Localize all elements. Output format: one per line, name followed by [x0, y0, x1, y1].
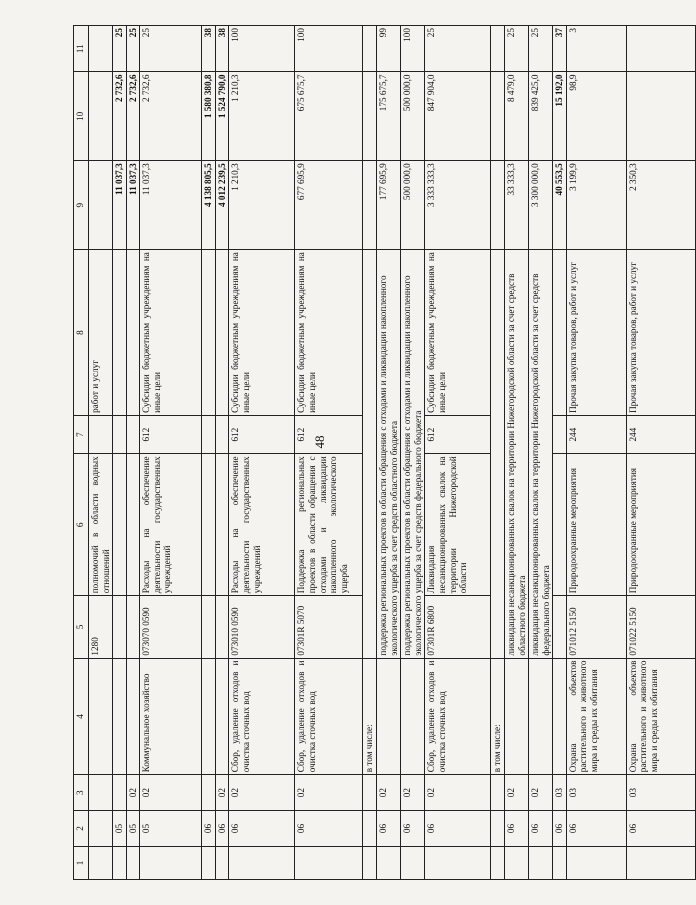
- cell-c9: 4 138 805,5: [202, 161, 216, 250]
- table-row: [626, 26, 695, 880]
- table-body: [74, 26, 696, 880]
- cell-c4: Сбор, удаление отходов и очистка сточных вод: [425, 658, 491, 775]
- header-cell: 1: [74, 846, 89, 879]
- cell-c11: 99: [377, 26, 401, 72]
- header-cell: 5: [74, 596, 89, 658]
- cell-c6: Природоохранные мероприятия: [566, 454, 626, 596]
- cell-c7: [113, 415, 127, 453]
- cell-c5: [215, 596, 229, 658]
- cell-c10: [363, 72, 377, 161]
- header-cell: 8: [74, 250, 89, 416]
- table-row: [401, 26, 425, 880]
- cell-c11: 100: [229, 26, 295, 72]
- cell-c8: Прочая закупка товаров, работ и услуг: [566, 250, 626, 416]
- cell-c10: 847 904,0: [425, 72, 491, 161]
- cell-c9: 3 333 333,3: [425, 161, 491, 250]
- header-cell: 7: [74, 415, 89, 453]
- cell-span: поддержка региональных проектов в области обращения с отходами и ликвидации накопленного экологического ущерба за счет средств федерального бюджета: [401, 250, 425, 658]
- cell-c8: [202, 250, 216, 416]
- cell-c4: [113, 658, 127, 775]
- cell-c8: Субсидии бюджетным учреждениям на иные цели: [229, 250, 295, 416]
- cell-c4: [89, 658, 113, 775]
- cell-c7: [126, 415, 140, 453]
- cell-c9: [363, 161, 377, 250]
- cell-c7: 612: [229, 415, 295, 453]
- cell-c4: [401, 658, 425, 775]
- cell-c9: 11 037,3: [113, 161, 127, 250]
- cell-c9: 1 210,3: [229, 161, 295, 250]
- cell-c11: 3: [566, 26, 626, 72]
- cell-c11: [626, 26, 695, 72]
- cell-c5: 073070 0590: [140, 596, 202, 658]
- cell-c11: 100: [295, 26, 363, 72]
- cell-c3: 02: [504, 775, 528, 811]
- cell-c4: [529, 658, 553, 775]
- cell-c8: работ и услуг: [89, 250, 113, 416]
- cell-c10: 175 675,7: [377, 72, 401, 161]
- table-row: [363, 26, 377, 880]
- cell-c7: 244: [626, 415, 695, 453]
- cell-c9: [491, 161, 505, 250]
- header-cell: 11: [74, 26, 89, 72]
- table-row: [140, 26, 202, 880]
- cell-c11: 25: [529, 26, 553, 72]
- cell-c9: 33 333,3: [504, 161, 528, 250]
- cell-c11: 25: [113, 26, 127, 72]
- table-row: [377, 26, 401, 880]
- cell-span: поддержка региональных проектов в области обращения с отходами и ликвидации накопленного экологического ущерба за счет средств областного бюджета: [377, 250, 401, 658]
- cell-c10: 8 479,0: [504, 72, 528, 161]
- cell-span: [491, 250, 505, 658]
- cell-blank: [626, 846, 695, 879]
- cell-c2: 06: [229, 811, 295, 847]
- cell-c9: 3 199,9: [566, 161, 626, 250]
- cell-span: ликвидация несанкционированных свалок на территории Нижегородской области за счет средств федерального бюджета: [529, 250, 553, 658]
- cell-c10: 98,9: [566, 72, 626, 161]
- cell-c9: 40 553,5: [553, 161, 567, 250]
- cell-blank: [377, 846, 401, 879]
- cell-c11: 100: [401, 26, 425, 72]
- cell-c4: [553, 658, 567, 775]
- table-row: [566, 26, 626, 880]
- cell-c2: 06: [377, 811, 401, 847]
- cell-blank: [529, 846, 553, 879]
- cell-blank: [202, 846, 216, 879]
- cell-c2: 05: [140, 811, 202, 847]
- cell-c8: Субсидии бюджетным учреждениям на иные цели: [425, 250, 491, 416]
- cell-blank: [140, 846, 202, 879]
- cell-c10: 2 732,6: [126, 72, 140, 161]
- cell-c9: 500 000,0: [401, 161, 425, 250]
- cell-blank: [553, 846, 567, 879]
- cell-c11: 25: [504, 26, 528, 72]
- cell-c10: [491, 72, 505, 161]
- cell-c3: [363, 775, 377, 811]
- cell-c9: 677 695,9: [295, 161, 363, 250]
- cell-c2: 06: [401, 811, 425, 847]
- cell-c6: [202, 454, 216, 596]
- cell-blank: [215, 846, 229, 879]
- cell-blank: [229, 846, 295, 879]
- cell-c7: 244: [566, 415, 626, 453]
- cell-c8: Субсидии бюджетным учреждениям на иные цели: [295, 250, 363, 416]
- cell-blank: [566, 846, 626, 879]
- cell-c5: 07301R 6800: [425, 596, 491, 658]
- cell-c4: Охрана объектов растительного и животного мира и среды их обитания: [566, 658, 626, 775]
- header-cell: 6: [74, 454, 89, 596]
- cell-blank: [401, 846, 425, 879]
- cell-c4: в том числе:: [491, 658, 505, 775]
- cell-c4: [126, 658, 140, 775]
- header-cell: 10: [74, 72, 89, 161]
- cell-c5: 07301R 5070: [295, 596, 363, 658]
- cell-c11: 38: [202, 26, 216, 72]
- header-cell: 4: [74, 658, 89, 775]
- cell-c3: 02: [377, 775, 401, 811]
- cell-c3: [89, 775, 113, 811]
- cell-c6: Природоохранные мероприятия: [626, 454, 695, 596]
- cell-blank: [425, 846, 491, 879]
- cell-c10: 1 580 380,8: [202, 72, 216, 161]
- cell-c10: 675 675,7: [295, 72, 363, 161]
- cell-c11: [491, 26, 505, 72]
- cell-c6: Ликвидация несанкционированных свалок на территории Нижегородской области: [425, 454, 491, 596]
- cell-c9: [89, 161, 113, 250]
- cell-c7: [553, 415, 567, 453]
- cell-c2: [491, 811, 505, 847]
- cell-blank: [126, 846, 140, 879]
- cell-c9: 4 012 239,5: [215, 161, 229, 250]
- cell-c6: [126, 454, 140, 596]
- cell-c5: 071022 5150: [626, 596, 695, 658]
- cell-c6: Поддержка региональных проектов в области обращения с отходами и ликвидации накопленного экологического ущерба: [295, 454, 363, 596]
- cell-c6: полномочий в области водных отношений: [89, 454, 113, 596]
- cell-c2: 06: [529, 811, 553, 847]
- cell-c3: 03: [566, 775, 626, 811]
- cell-c9: 11 037,3: [126, 161, 140, 250]
- cell-c10: 1 210,3: [229, 72, 295, 161]
- cell-c5: [113, 596, 127, 658]
- cell-c3: 02: [295, 775, 363, 811]
- cell-c2: [363, 811, 377, 847]
- cell-c10: 2 732,6: [113, 72, 127, 161]
- header-row: [74, 26, 89, 880]
- cell-c11: 37: [553, 26, 567, 72]
- cell-c3: 02: [401, 775, 425, 811]
- cell-c6: Расходы на обеспечение деятельности государственных учреждений: [229, 454, 295, 596]
- cell-c4: Сбор, удаление отходов и очистка сточных вод: [295, 658, 363, 775]
- cell-c4: [215, 658, 229, 775]
- cell-c5: [202, 596, 216, 658]
- cell-c2: [89, 811, 113, 847]
- table-row: [215, 26, 229, 880]
- cell-c2: 06: [504, 811, 528, 847]
- cell-c9: 11 037,3: [140, 161, 202, 250]
- cell-c9: 177 695,9: [377, 161, 401, 250]
- cell-c2: 05: [113, 811, 127, 847]
- cell-span: [363, 250, 377, 658]
- cell-c3: 03: [553, 775, 567, 811]
- cell-c2: 06: [553, 811, 567, 847]
- cell-blank: [113, 846, 127, 879]
- cell-c2: 05: [126, 811, 140, 847]
- table-row: [425, 26, 491, 880]
- cell-blank: [295, 846, 363, 879]
- cell-c11: [363, 26, 377, 72]
- cell-c2: 06: [626, 811, 695, 847]
- cell-c3: 03: [626, 775, 695, 811]
- cell-c10: 839 425,0: [529, 72, 553, 161]
- table-row: [504, 26, 528, 880]
- cell-blank: [89, 846, 113, 879]
- cell-c4: Охрана объектов растительного и животного мира и среды их обитания: [626, 658, 695, 775]
- cell-c4: Коммунальное хозяйство: [140, 658, 202, 775]
- cell-c2: 06: [295, 811, 363, 847]
- cell-c7: 612: [140, 415, 202, 453]
- cell-c6: [215, 454, 229, 596]
- table-row: [295, 26, 363, 880]
- cell-c8: [126, 250, 140, 416]
- cell-c3: 02: [215, 775, 229, 811]
- header-cell: 9: [74, 161, 89, 250]
- rotated-table-container: [73, 25, 659, 880]
- cell-c6: Расходы на обеспечение деятельности государственных учреждений: [140, 454, 202, 596]
- cell-c10: 2 732,6: [140, 72, 202, 161]
- header-cell: 3: [74, 775, 89, 811]
- cell-blank: [363, 846, 377, 879]
- cell-c2: 06: [566, 811, 626, 847]
- cell-c10: 500 000,0: [401, 72, 425, 161]
- table-row: [126, 26, 140, 880]
- cell-c8: [553, 250, 567, 416]
- table-row: [89, 26, 113, 880]
- cell-c11: 25: [425, 26, 491, 72]
- cell-c7: 612: [295, 415, 363, 453]
- table-row: [113, 26, 127, 880]
- cell-c9: 2 350,3: [626, 161, 695, 250]
- table-row: [229, 26, 295, 880]
- cell-c4: в том числе:: [363, 658, 377, 775]
- cell-c5: 071012 5150: [566, 596, 626, 658]
- cell-c4: [377, 658, 401, 775]
- cell-c3: [491, 775, 505, 811]
- cell-c3: [202, 775, 216, 811]
- table-row: [491, 26, 505, 880]
- cell-c3: [113, 775, 127, 811]
- cell-c10: [89, 72, 113, 161]
- cell-c10: 15 192,0: [553, 72, 567, 161]
- cell-c5: [126, 596, 140, 658]
- cell-c10: 1 524 790,0: [215, 72, 229, 161]
- cell-c3: 02: [529, 775, 553, 811]
- cell-c7: [89, 415, 113, 453]
- cell-blank: [504, 846, 528, 879]
- table-row: [553, 26, 567, 880]
- cell-c5: 1280: [89, 596, 113, 658]
- cell-c5: [553, 596, 567, 658]
- cell-c8: [215, 250, 229, 416]
- cell-c8: Прочая закупка товаров, работ и услуг: [626, 250, 695, 416]
- cell-c4: Сбор, удаление отходов и очистка сточных вод: [229, 658, 295, 775]
- cell-blank: [491, 846, 505, 879]
- budget-table: [73, 25, 696, 880]
- cell-c4: [504, 658, 528, 775]
- cell-c7: [215, 415, 229, 453]
- cell-c10: [626, 72, 695, 161]
- cell-c2: 06: [202, 811, 216, 847]
- cell-c7: [202, 415, 216, 453]
- cell-c3: 02: [126, 775, 140, 811]
- table-row: [529, 26, 553, 880]
- cell-c3: 02: [229, 775, 295, 811]
- header-cell: 2: [74, 811, 89, 847]
- table-row: [202, 26, 216, 880]
- cell-c11: 25: [140, 26, 202, 72]
- cell-c5: 073010 0590: [229, 596, 295, 658]
- cell-c8: [113, 250, 127, 416]
- cell-c3: 02: [425, 775, 491, 811]
- cell-c7: 612: [425, 415, 491, 453]
- cell-c11: 38: [215, 26, 229, 72]
- cell-c11: 25: [126, 26, 140, 72]
- cell-c4: [202, 658, 216, 775]
- page-number: 48: [312, 435, 327, 449]
- cell-c2: 06: [215, 811, 229, 847]
- cell-c9: 3 300 000,0: [529, 161, 553, 250]
- cell-span: ликвидация несанкционированных свалок на территории Нижегородской области за счет средств областного бюджета: [504, 250, 528, 658]
- cell-c2: 06: [425, 811, 491, 847]
- cell-c6: [553, 454, 567, 596]
- cell-c11: [89, 26, 113, 72]
- cell-c3: 02: [140, 775, 202, 811]
- cell-c6: [113, 454, 127, 596]
- cell-c8: Субсидии бюджетным учреждениям на иные цели: [140, 250, 202, 416]
